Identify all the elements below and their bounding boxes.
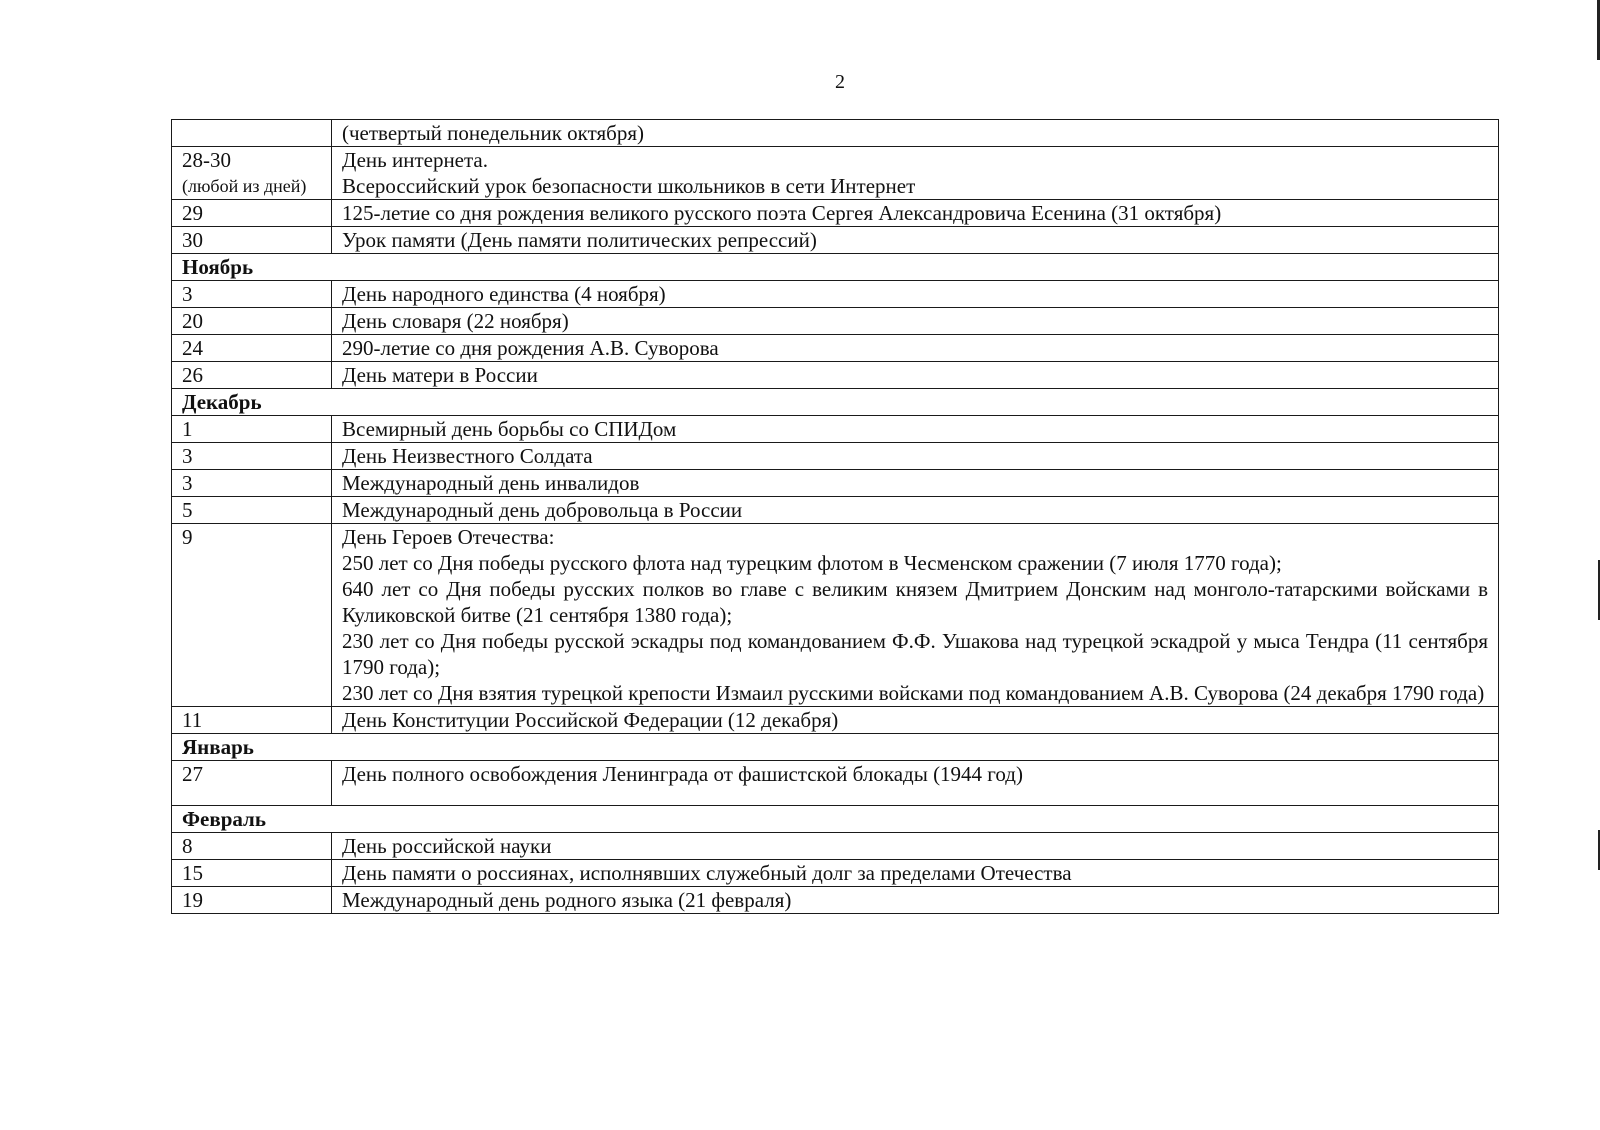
table-row (172, 227, 1499, 254)
event-date-note: (любой из дней) (182, 176, 307, 196)
description-cell (332, 887, 1499, 914)
event-description: День памяти о россиянах, исполнявших служебный долг за пределами Отечества (342, 861, 1072, 885)
event-description: Урок памяти (День памяти политических репрессий) (342, 228, 817, 252)
event-description: День словаря (22 ноября) (342, 309, 569, 333)
date-cell (172, 335, 332, 362)
event-date: 5 (182, 498, 193, 522)
event-description: День российской науки (342, 834, 552, 858)
event-description: Международный день инвалидов (342, 471, 640, 495)
table-row (172, 200, 1499, 227)
date-cell (172, 120, 332, 147)
event-description: (четвертый понедельник октября) (342, 121, 644, 145)
event-description: День народного единства (4 ноября) (342, 282, 666, 306)
event-description: Международный день родного языка (21 февраля) (342, 888, 792, 912)
event-date: 8 (182, 834, 193, 858)
table-row (172, 281, 1499, 308)
table-row (172, 860, 1499, 887)
event-description: День полного освобождения Ленинграда от фашистской блокады (1944 год) (342, 762, 1023, 786)
event-date: 30 (182, 228, 203, 252)
event-description: 230 лет со Дня взятия турецкой крепости Измаил русскими войсками под командованием А.В. Суворова (24 декабря 1790 года) (342, 681, 1485, 705)
event-date: 3 (182, 471, 193, 495)
event-description: Всероссийский урок безопасности школьников в сети Интернет (342, 174, 916, 198)
date-cell (172, 707, 332, 734)
description-cell (332, 860, 1499, 887)
table-row (172, 362, 1499, 389)
event-date: 24 (182, 336, 203, 360)
table-row (172, 833, 1499, 860)
event-description: 640 лет со Дня победы русских полков во главе с великим князем Дмитрием Донским над монголо-татарскими войсками в Куликовской битве (21 сентября 1380 года); (342, 577, 1488, 627)
event-description: 125-летие со дня рождения великого русского поэта Сергея Александровича Есенина (31 октября) (342, 201, 1222, 225)
table-row (172, 120, 1499, 147)
date-cell (172, 887, 332, 914)
table-row (172, 443, 1499, 470)
event-description: 250 лет со Дня победы русского флота над турецким флотом в Чесменском сражении (7 июля 1770 года); (342, 551, 1282, 575)
month-header: Ноябрь (172, 254, 1499, 281)
date-cell (172, 308, 332, 335)
event-date: 1 (182, 417, 193, 441)
table-body (172, 120, 1499, 914)
event-description: День Героев Отечества: (342, 525, 555, 549)
event-description: День матери в России (342, 363, 538, 387)
event-date: 15 (182, 861, 203, 885)
description-cell (332, 335, 1499, 362)
table-row (172, 470, 1499, 497)
event-date: 3 (182, 282, 193, 306)
description-cell (332, 524, 1499, 707)
description-cell (332, 147, 1499, 200)
table-row (172, 524, 1499, 707)
event-date: 29 (182, 201, 203, 225)
event-date: 20 (182, 309, 203, 333)
event-description: День интернета. (342, 148, 489, 172)
table-row (172, 416, 1499, 443)
date-cell (172, 147, 332, 200)
month-header: Январь (172, 734, 1499, 761)
date-cell (172, 443, 332, 470)
date-cell (172, 200, 332, 227)
date-cell (172, 833, 332, 860)
table-row (172, 707, 1499, 734)
description-cell (332, 308, 1499, 335)
description-cell (332, 497, 1499, 524)
event-description: Международный день добровольца в России (342, 498, 743, 522)
date-cell (172, 227, 332, 254)
description-cell (332, 707, 1499, 734)
events-calendar-table (171, 119, 1499, 914)
month-header-row (172, 389, 1499, 416)
date-cell (172, 362, 332, 389)
month-header-row (172, 254, 1499, 281)
month-header-row (172, 734, 1499, 761)
event-description: 230 лет со Дня победы русской эскадры под командованием Ф.Ф. Ушакова над турецкой эскадрой у мыса Тендра (11 сентября 1790 года); (342, 629, 1488, 679)
description-cell (332, 443, 1499, 470)
description-cell (332, 833, 1499, 860)
date-cell (172, 860, 332, 887)
description-cell (332, 416, 1499, 443)
date-cell (172, 416, 332, 443)
event-description: Всемирный день борьбы со СПИДом (342, 417, 677, 441)
description-cell (332, 227, 1499, 254)
table-row (172, 497, 1499, 524)
month-header: Февраль (172, 806, 1499, 833)
event-description: День Неизвестного Солдата (342, 444, 593, 468)
event-date: 27 (182, 762, 203, 786)
table-row (172, 308, 1499, 335)
month-header-row (172, 806, 1499, 833)
month-header: Декабрь (172, 389, 1499, 416)
date-cell (172, 281, 332, 308)
table-row (172, 887, 1499, 914)
event-date: 19 (182, 888, 203, 912)
event-date: 3 (182, 444, 193, 468)
event-date: 11 (182, 708, 203, 732)
date-cell (172, 761, 332, 806)
event-description: День Конституции Российской Федерации (12 декабря) (342, 708, 839, 732)
date-cell (172, 470, 332, 497)
date-cell (172, 497, 332, 524)
description-cell (332, 362, 1499, 389)
description-cell (332, 281, 1499, 308)
event-date: 28-30 (182, 148, 231, 172)
date-cell (172, 524, 332, 707)
table-row (172, 335, 1499, 362)
description-cell (332, 200, 1499, 227)
description-cell (332, 120, 1499, 147)
event-description: 290-летие со дня рождения А.В. Суворова (342, 336, 719, 360)
description-cell (332, 470, 1499, 497)
page-number: 2 (835, 71, 845, 93)
table-row (172, 761, 1499, 806)
event-date: 9 (182, 525, 193, 549)
event-date: 26 (182, 363, 203, 387)
description-cell (332, 761, 1499, 806)
table-row (172, 147, 1499, 200)
